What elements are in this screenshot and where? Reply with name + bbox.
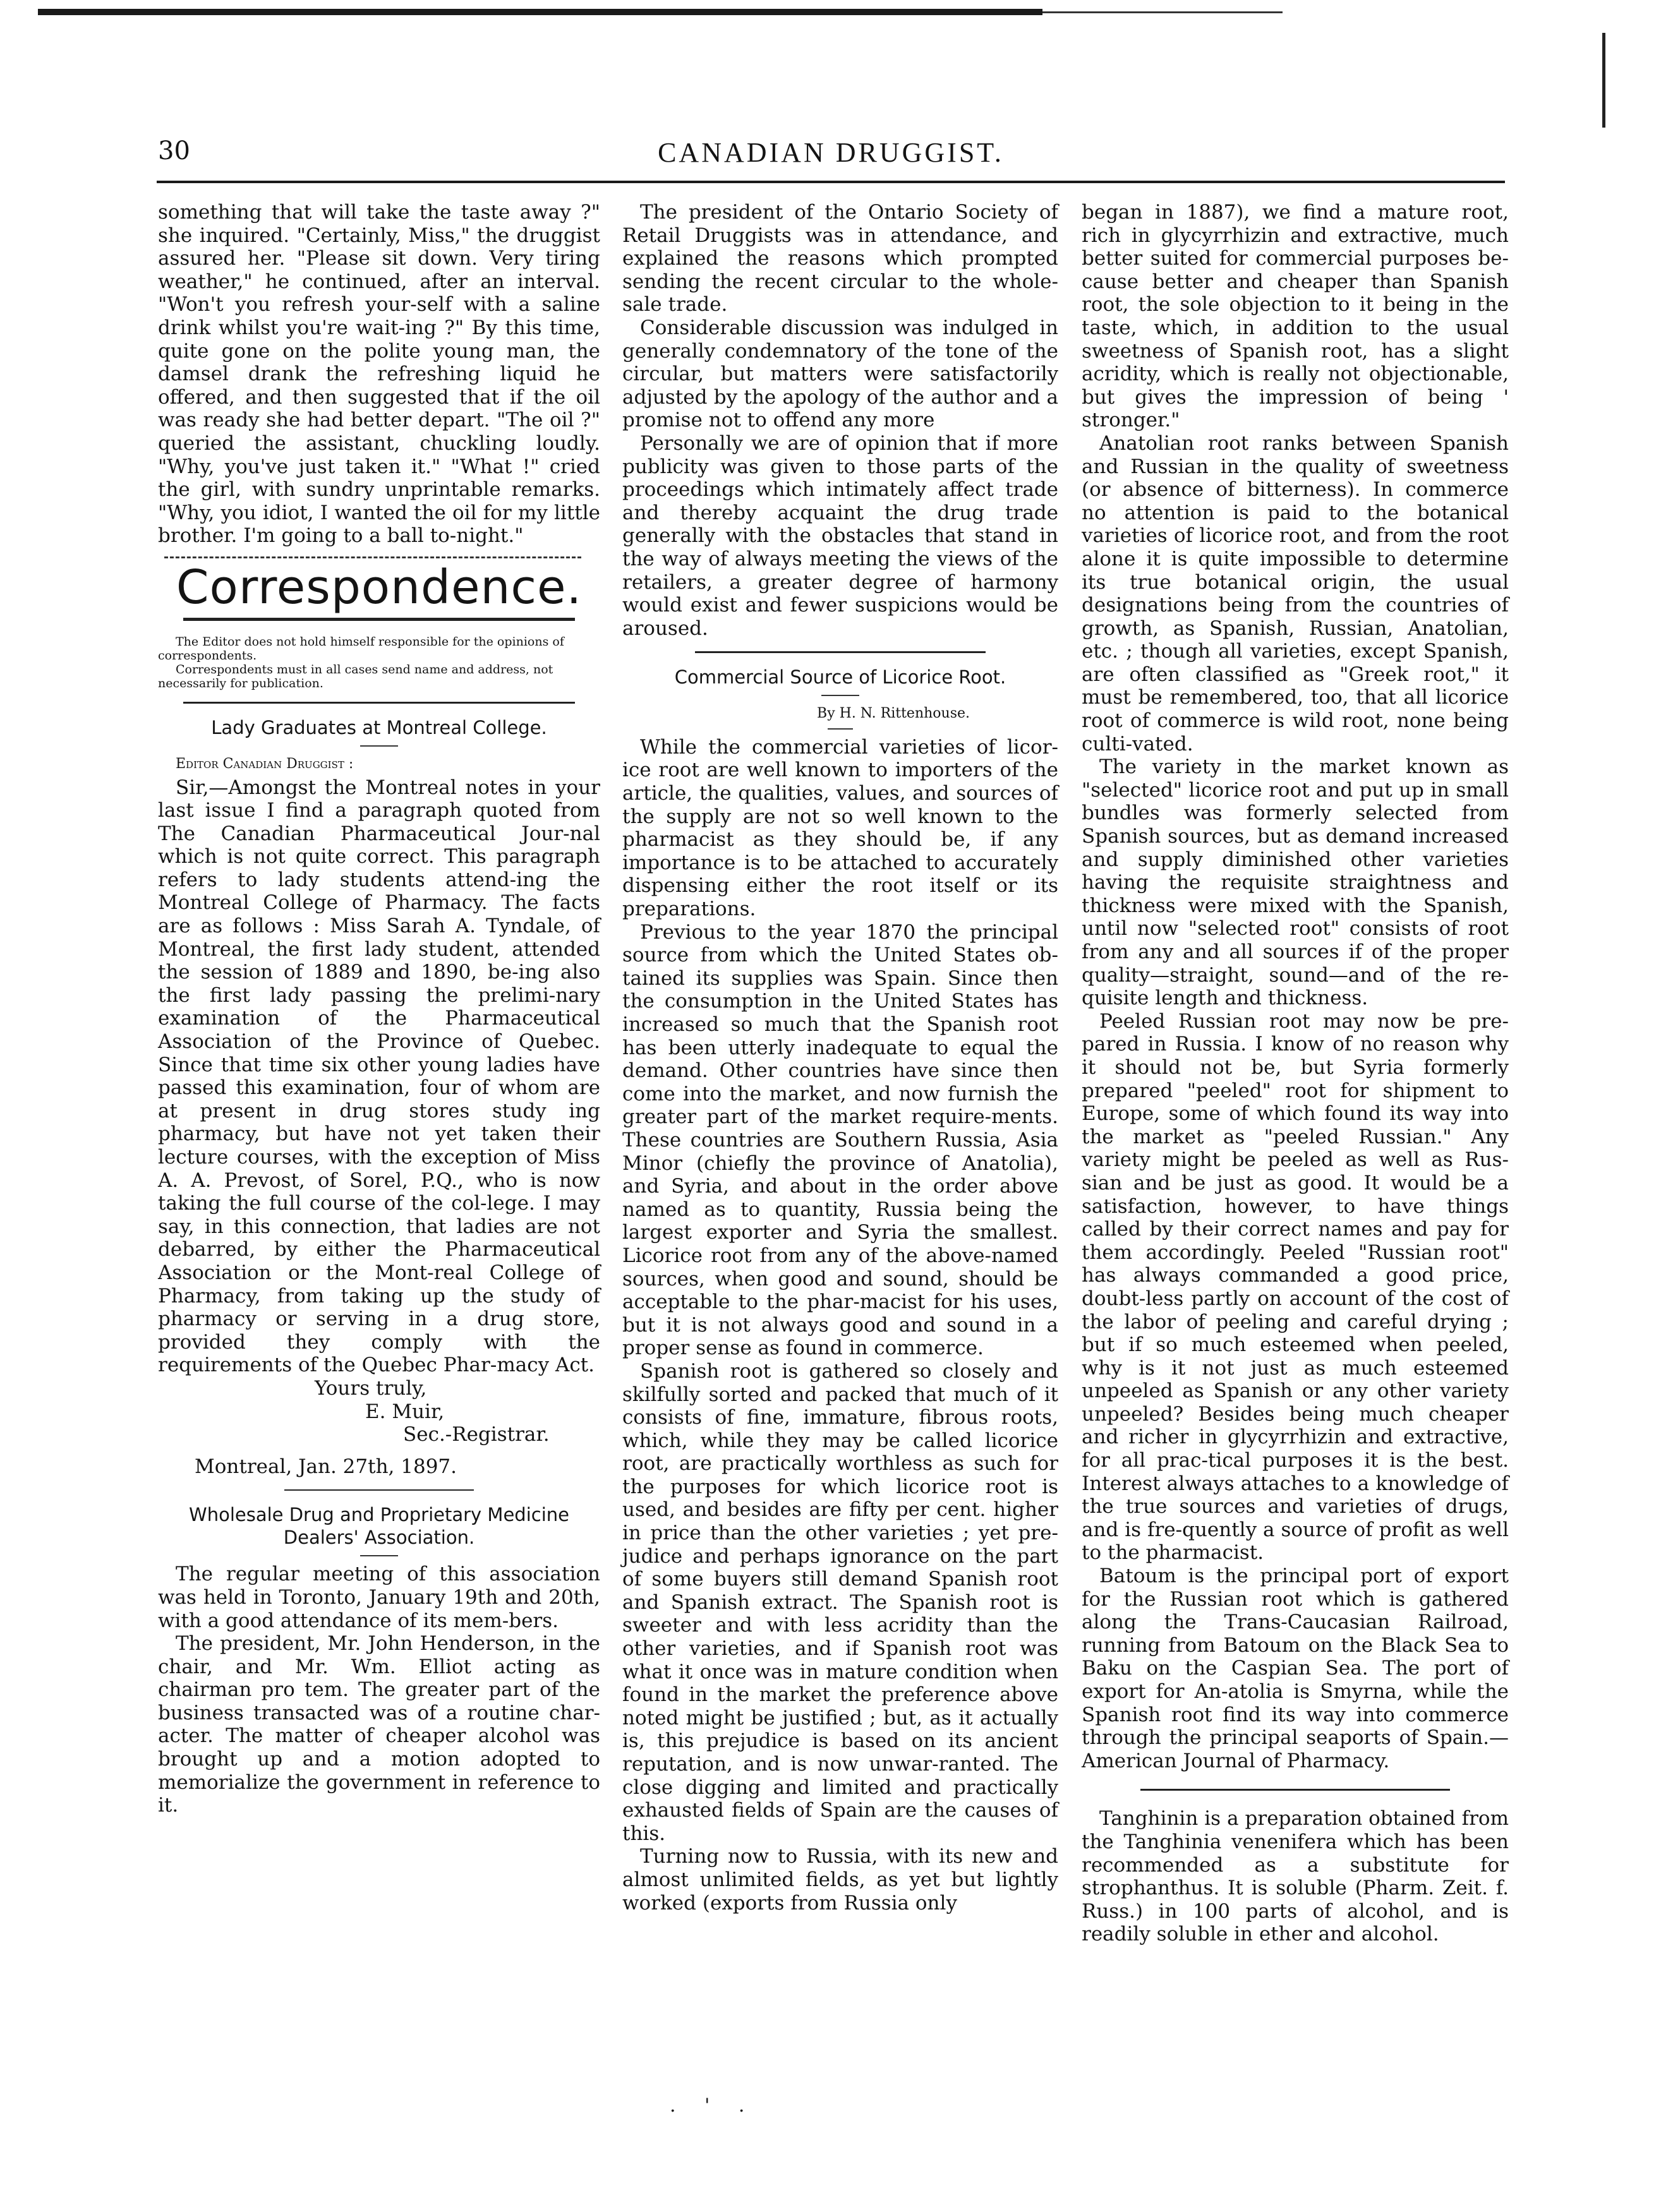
column-2: [622, 201, 1058, 1914]
page-number: 30: [158, 136, 190, 165]
association-paragraph: The president, Mr. John Henderson, in the chair, and Mr. Wm. Elliot acting as chairman pro tem. The greater part of the business transacted was of a routine char-acter. The matter of cheaper alcohol was brought up and a motion adopted to memorialize the government in reference to it.: [158, 1632, 600, 1817]
association-paragraph: The president of the Ontario Society of Retail Druggists was in attendance, and explained the reasons which prompted sending the recent circular to the whole-sale trade.: [622, 201, 1058, 316]
letter-signature-name: E. Muir,: [365, 1400, 445, 1423]
section-rule: [695, 651, 986, 653]
column-1: [158, 201, 600, 1817]
letter-signature-title: Sec.-Registrar.: [403, 1423, 550, 1446]
association-paragraph: The regular meeting of this association was held in Toronto, January 19th and 20th, with a good attendance of its mem-bers.: [158, 1563, 600, 1632]
licorice-paragraph: While the commercial varieties of licor-ice root are well known to importers of the article, the qualities, values, and sources of the supply are not so well known to the pharmacist as they should be, if any importance is to be attached to accurately dispensing either the root itself or its preparations.: [622, 735, 1058, 921]
correspondence-heading: Correspondence.: [176, 560, 583, 615]
correspondent-notice: Correspondents must in all cases send name and address, not necessarily for publication.: [158, 662, 553, 690]
page-footer-specks: . ' .: [670, 2095, 756, 2117]
heading-dash: [360, 745, 398, 747]
heading-underline: [183, 618, 575, 621]
byline-dash: [828, 728, 853, 730]
association-paragraph: Personally we are of opinion that if more publicity was given to those parts of the proceedings which intimately affect trade and thereby acquaint the drug trade generally with the obstacles that stand in the way of always meeting the views of the retailers, a greater degree of harmony would exist and fewer suspicions would be aroused.: [622, 431, 1058, 640]
letter-date: Montreal, Jan. 27th, 1897.: [195, 1455, 457, 1478]
page-header: [158, 136, 1504, 181]
licorice-paragraph: Batoum is the principal port of export for the Russian root which is gathered along the Trans-Caucasian Railroad, running from Batoum on the Black Sea to Baku on the Caspian Sea. The port of export for An-atolia is Smyrna, while the Spanish root find its way into commerce through the principal seaports of Spain.—American Journal of Pharmacy.: [1082, 1565, 1509, 1772]
licorice-paragraph: Anatolian root ranks between Spanish and Russian in the quality of sweetness (or absence of bitterness). In commerce no attention is paid to the botanical varieties of licorice root, and from the root alone it is quite impossible to determine its true botanical origin, the usual designations being from the countries of growth, as Spanish, Russian, Anatolian, etc. ; though all varieties, except Spanish, are often classified as "Greek root," it must be remembered, too, that all licorice root of commerce is wild root, none being culti-vated.: [1082, 431, 1509, 755]
licorice-paragraph: Previous to the year 1870 the principal source from which the United States ob-tained its supplies was Spain. Since then the consumption in the United States has increased so much that the Spanish root has been utterly inadequate to equal the demand. Other countries have since then come into the market, and now furnish the greater part of the market require-ments. These countries are Southern Russia, Asia Minor (chiefly the province of Anatolia), and Syria, and about in the order above named as to quantity, Russia being the largest exporter and Syria the smallest. Licorice root from any of the above-named sources, when good and sound, should be acceptable to the phar-macist for his uses, but it is not always good and sound in a proper sense as found in commerce.: [622, 920, 1058, 1360]
licorice-paragraph: Turning now to Russia, with its new and almost unlimited fields, as yet but lightly worked (exports from Russia only: [622, 1845, 1058, 1914]
heading-dash: [821, 695, 859, 696]
licorice-paragraph: The variety in the market known as "selected" licorice root and put up in small bundles was formerly selected from Spanish sources, but as demand increased and supply diminished other varieties having the requisite straightness and thickness were mixed with the Spanish, until now "selected root" consists of root from any and all sources if of the proper quality—straight, sound—and of the re-quisite length and thickness.: [1082, 755, 1509, 1010]
top-border-rule-thin: [1042, 11, 1283, 13]
editor-disclaimer: The Editor does not hold himself responsible for the opinions of correspondents.: [158, 634, 564, 663]
tanghinin-note: Tanghinin is a preparation obtained from the Tanghinia venenifera which has been recommended as a substitute for strophanthus. It is soluble (Pharm. Zeit. f. Russ.) in 100 parts of alcohol, and is readily soluble in ether and alcohol.: [1082, 1807, 1509, 1946]
licorice-heading: Commercial Source of Licorice Root.: [674, 666, 1006, 688]
licorice-paragraph: Peeled Russian root may now be pre-pared in Russia. I know of no reason why it should not be, but Syria formerly prepared "peeled" root for shipment to Europe, some of which found its way into the market as "peeled Russian." Any variety might be peeled as well as Rus-sian and be just as good. It would be a satisfaction, however, to have things called by their correct names and pay for them accordingly. Peeled "Russian root" has always commanded a good price, doubt-less partly on account of the cost of the labor of peeling and careful drying ; but if so much esteemed when peeled, why is it not just as much esteemed unpeeled as Spanish or any other variety unpeeled? Besides being much cheaper and richer in glycyrrhizin and extractive, for all prac-tical purposes it is the best. Interest always attaches to a knowledge of the true sources and varieties of drugs, and is fre-quently a source of profit as well to the pharmacist.: [1082, 1009, 1509, 1565]
letter-heading: Lady Graduates at Montreal College.: [211, 716, 547, 738]
association-paragraph: Considerable discussion was indulged in generally condemnatory of the tone of the circular, but matters were satisfactorily adjusted by the apology of the author and a promise not to offend any more: [622, 316, 1058, 432]
scan-edge-mark: [1602, 33, 1605, 128]
running-title: CANADIAN DRUGGIST.: [658, 137, 1004, 168]
section-rule: [183, 702, 575, 704]
top-border-rule: [38, 9, 1042, 15]
section-rule: [284, 1489, 474, 1491]
article-byline: By H. N. Rittenhouse.: [817, 706, 970, 722]
header-rule: [157, 181, 1505, 183]
licorice-paragraph: began in 1887), we find a mature root, rich in glycyrrhizin and extractive, much better suited for commercial purposes be-cause better and cheaper than Spanish root, the sole objection to it being in the taste, which, in addition to the usual sweetness of Spanish root, has a slight acridity, which is really not objectionable, but gives the impression of being ' stronger.": [1082, 201, 1509, 432]
letter-body: Sir,—Amongst the Montreal notes in your last issue I find a paragraph quoted from The Canadian Pharmaceutical Jour-nal which is not quite correct. This paragraph refers to lady students attend-ing the Montreal College of Pharmacy. The facts are as follows : Miss Sarah A. Tyndale, of Montreal, the first lady student, attended the session of 1889 and 1890, be-ing also the first lady passing the prelimi-nary examination of the Pharmaceutical Association of the Province of Quebec. Since that time six other young ladies have passed this examination, four of whom are at present in drug stores study ing pharmacy, but have not yet taken their lecture courses, with the exception of Miss A. A. Prevost, of Sorel, P.Q., who is now taking the full course of the col-lege. I may say, in this connection, that ladies are not debarred, by either the Pharmaceutical Association or the Mont-real College of Pharmacy, from taking up the study of pharmacy or serving in a drug store, provided they comply with the requirements of the Quebec Phar-macy Act.: [158, 776, 600, 1377]
letter-closing: Yours truly,: [315, 1376, 427, 1400]
licorice-paragraph: Spanish root is gathered so closely and skilfully sorted and packed that much of it consists of fine, immature, fibrous roots, which, while they may be called licorice root, are practically worthless as such for the purposes for which licorice root is used, and besides are fifty per cent. higher in price than the other varieties ; yet pre-judice and perhaps ignorance on the part of some buyers still demand Spanish root and Spanish extract. The Spanish root is sweeter and with less acridity than the other varieties, and if Spanish root was what it once was in mature condition when found in the market the preference above noted might be justified ; but, as it actually is, this prejudice is based on its ancient reputation, and is now unwar-ranted. The close digging and limited and practically exhausted fields of Spain are the causes of this.: [622, 1359, 1058, 1845]
heading-dash: [360, 1555, 398, 1556]
story-ending: something that will take the taste away ?" she inquired. "Certainly, Miss," the druggist assured her. "Please sit down. Very tiring weather," he continued, after an interval. "Won't you refresh your-self with a saline drink whilst you're wait-ing ?" By this time, quite gone on the polite young man, the damsel drank the refreshing liquid he offered, and then suggested that if the oil was ready she had better depart. "The oil ?" queried the assistant, chuckling loudly. "Why, you've just taken it." "What !" cried the girl, with sundry unprintable remarks. "Why, you idiot, I wanted the oil for my little brother. I'm going to a ball to-night.": [158, 201, 600, 548]
column-3: [1082, 201, 1509, 1946]
association-heading: Wholesale Drug and Proprietary Medicine Dealers' Association.: [189, 1504, 569, 1549]
section-rule: [1140, 1789, 1450, 1791]
letter-salutation: Editor Canadian Druggist :: [176, 755, 354, 772]
